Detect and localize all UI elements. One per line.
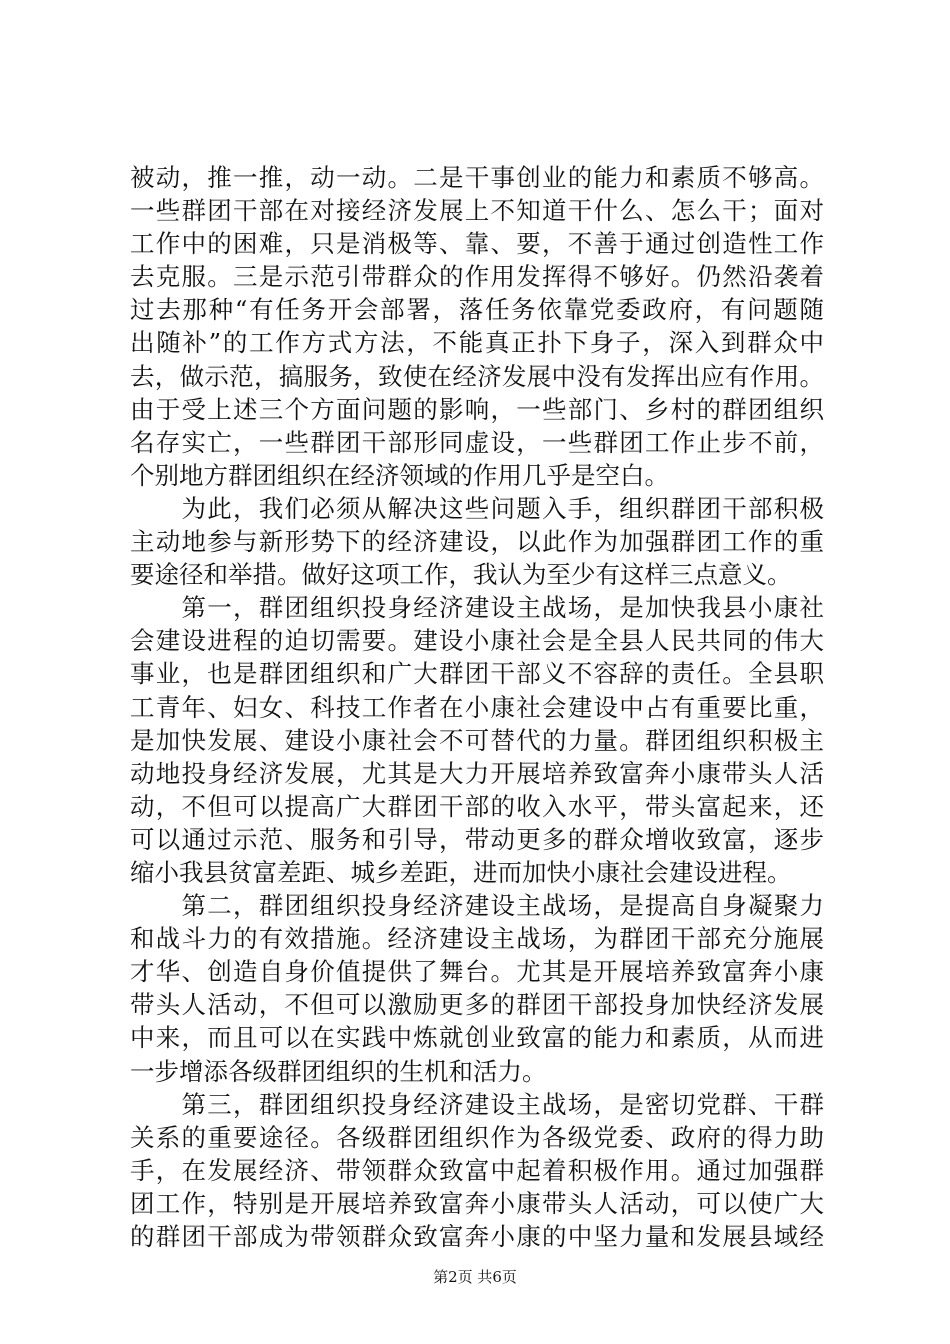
text-line: 去克服。三是示范引带群众的作用发挥得不够好。仍然沿袭着 bbox=[130, 262, 824, 292]
text-line: 主动地参与新形势下的经济建设，以此作为加强群团工作的重 bbox=[130, 527, 824, 557]
text-line: 才华、创造自身价值提供了舞台。尤其是开展培养致富奔小康 bbox=[130, 957, 824, 987]
text-line: 工青年、妇女、科技工作者在小康社会建设中占有重要比重， bbox=[130, 692, 824, 722]
text-line: 缩小我县贫富差距、城乡差距，进而加快小康社会建设进程。 bbox=[130, 857, 792, 887]
text-line: 过去那种“有任务开会部署，落任务依靠党委政府，有问题随 bbox=[130, 295, 824, 325]
text-line: 会建设进程的迫切需要。建设小康社会是全县人民共同的伟大 bbox=[130, 626, 824, 656]
text-line: 工作中的困难，只是消极等、靠、要，不善于通过创造性工作 bbox=[130, 229, 824, 259]
text-line: 团工作，特别是开展培养致富奔小康带头人活动，可以使广大 bbox=[130, 1188, 824, 1218]
text-line: 个别地方群团组织在经济领域的作用几乎是空白。 bbox=[130, 460, 669, 490]
text-line: 名存实亡，一些群团干部形同虚设，一些群团工作止步不前， bbox=[130, 427, 824, 457]
text-line: 第三，群团组织投身经济建设主战场，是密切党群、干群 bbox=[130, 1089, 824, 1119]
text-line: 的群团干部成为带领群众致富奔小康的中坚力量和发展县域经 bbox=[130, 1222, 824, 1251]
text-line: 动地投身经济发展，尤其是大力开展培养致富奔小康带头人活 bbox=[130, 758, 824, 788]
text-line: 为此，我们必须从解决这些问题入手，组织群团干部积极 bbox=[130, 493, 824, 523]
text-line: 一步增添各级群团组织的生机和活力。 bbox=[130, 1056, 547, 1086]
text-line: 由于受上述三个方面问题的影响，一些部门、乡村的群团组织 bbox=[130, 394, 824, 424]
body-text bbox=[130, 161, 824, 1253]
text-line: 第一，群团组织投身经济建设主战场，是加快我县小康社 bbox=[130, 593, 824, 623]
text-line: 带头人活动，不但可以激励更多的群团干部投身加快经济发展 bbox=[130, 990, 824, 1020]
text-line: 和战斗力的有效措施。经济建设主战场，为群团干部充分施展 bbox=[130, 924, 824, 954]
text-line: 关系的重要途径。各级群团组织作为各级党委、政府的得力助 bbox=[130, 1122, 824, 1152]
text-line: 被动，推一推，动一动。二是干事创业的能力和素质不够高。 bbox=[130, 163, 824, 192]
text-line: 第二，群团组织投身经济建设主战场，是提高自身凝聚力 bbox=[130, 891, 824, 921]
text-line: 事业，也是群团组织和广大群团干部义不容辞的责任。全县职 bbox=[130, 659, 824, 689]
text-line: 可以通过示范、服务和引导，带动更多的群众增收致富，逐步 bbox=[130, 824, 824, 854]
text-line: 出随补”的工作方式方法，不能真正扑下身子，深入到群众中 bbox=[130, 328, 824, 358]
text-line: 去，做示范，搞服务，致使在经济发展中没有发挥出应有作用。 bbox=[130, 361, 824, 391]
text-line: 一些群团干部在对接经济发展上不知道干什么、怎么干；面对 bbox=[130, 196, 824, 226]
page-number-footer: 第2页 共6页 bbox=[433, 1268, 517, 1286]
text-line: 动，不但可以提高广大群团干部的收入水平，带头富起来，还 bbox=[130, 791, 824, 821]
text-line: 手，在发展经济、带领群众致富中起着积极作用。通过加强群 bbox=[130, 1155, 824, 1185]
text-line: 要途径和举措。做好这项工作，我认为至少有这样三点意义。 bbox=[130, 560, 792, 590]
text-line: 是加快发展、建设小康社会不可替代的力量。群团组织积极主 bbox=[130, 725, 824, 755]
text-line: 中来，而且可以在实践中炼就创业致富的能力和素质，从而进 bbox=[130, 1023, 824, 1053]
